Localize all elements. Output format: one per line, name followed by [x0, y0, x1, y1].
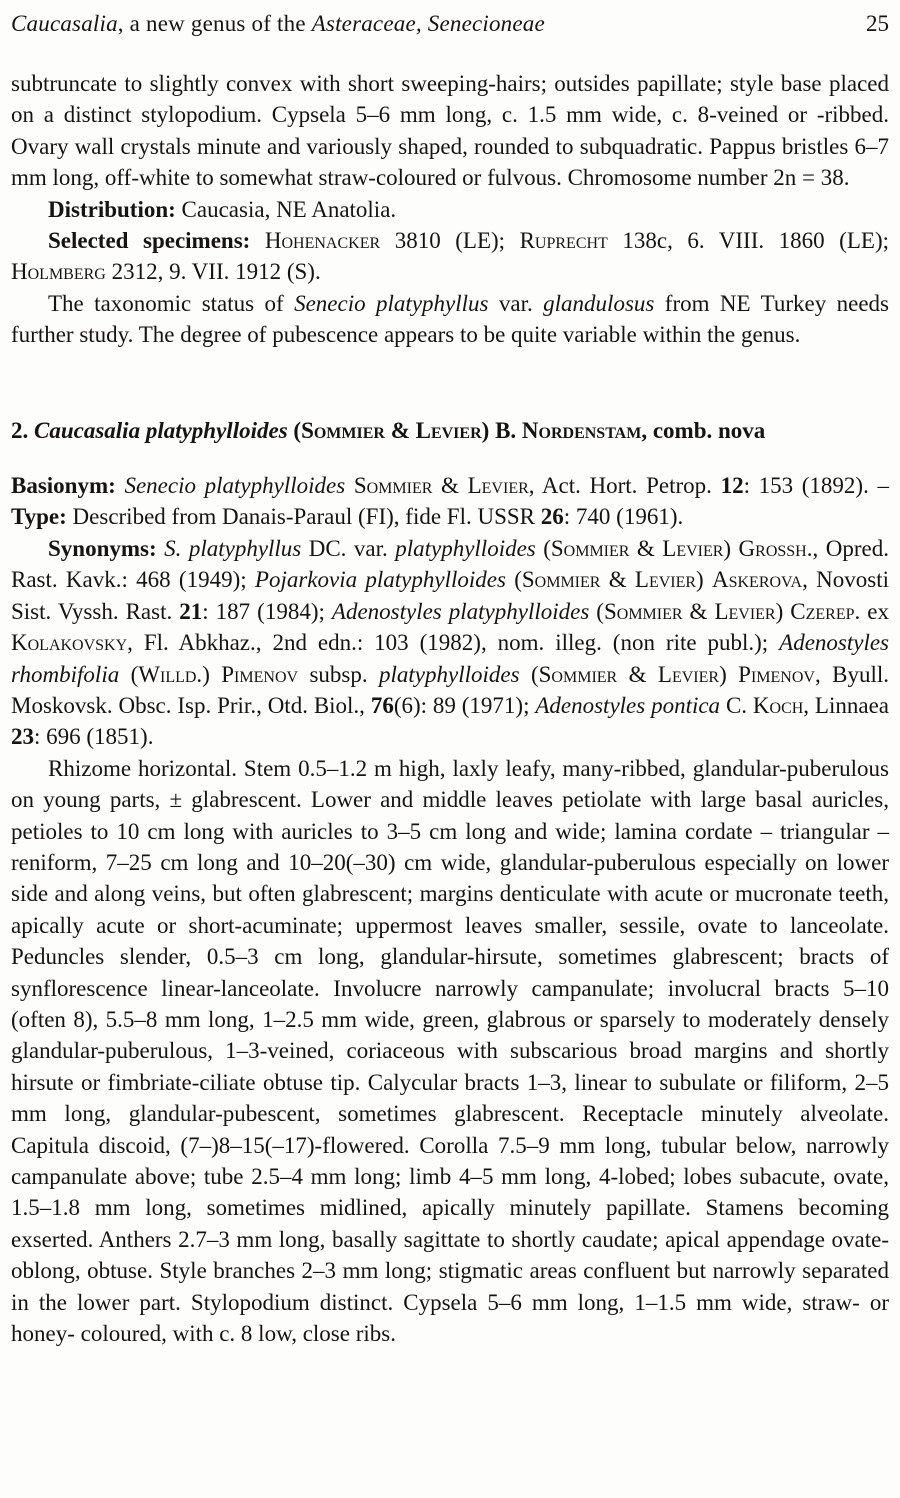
- text-run: Caucasalia platyphylloides: [34, 417, 288, 443]
- text-run: : 740 (1961).: [563, 504, 684, 530]
- text-run: glandulosus: [543, 290, 655, 316]
- text-run: B. Nordenstam: [495, 417, 642, 443]
- text-run: 3810 (LE);: [380, 228, 520, 254]
- text-run: 76: [370, 692, 394, 718]
- text-run: Senecio platyphyllus: [294, 290, 489, 316]
- text-run: (: [287, 417, 302, 443]
- text-run: Askerova: [711, 567, 803, 593]
- text-run: , a new genus of the: [117, 11, 312, 36]
- text-run: , Act. Hort. Petrop.: [528, 473, 721, 499]
- text-run: Kolakovsky: [11, 630, 128, 656]
- paragraph: [11, 753, 889, 1350]
- text-run: DC. var.: [301, 535, 396, 561]
- text-run: Sommier & Levier: [301, 417, 482, 443]
- text-run: subsp.: [298, 661, 380, 687]
- text-run: (: [589, 598, 604, 624]
- paragraph: [11, 225, 889, 288]
- text-run: var.: [488, 290, 544, 316]
- page-number: 25: [866, 11, 889, 36]
- running-header-title: [11, 10, 545, 38]
- text-run: ex: [860, 598, 889, 624]
- text-run: Synonyms:: [48, 535, 165, 561]
- text-run: Asteraceae, Senecioneae: [311, 11, 545, 36]
- text-run: Grossh.: [738, 535, 813, 561]
- paragraph: [11, 470, 889, 533]
- text-run: , Linnaea: [803, 692, 889, 718]
- text-run: ): [202, 661, 222, 687]
- running-header: [11, 10, 889, 38]
- text-run: Senecio platyphylloides: [124, 473, 346, 499]
- text-run: 12: [720, 473, 744, 499]
- text-run: 23: [11, 724, 34, 750]
- text-run: Caucasalia: [11, 11, 118, 36]
- text-run: (: [505, 567, 522, 593]
- text-run: Czerep.: [790, 598, 861, 624]
- text-run: ): [723, 535, 739, 561]
- paragraph: [11, 288, 889, 351]
- paragraph: [11, 194, 889, 225]
- text-run: Sommier & Levier: [521, 567, 697, 593]
- text-run: Sommier & Levier: [538, 661, 720, 687]
- text-run: Willd.: [138, 661, 203, 687]
- text-run: Described from Danais-Paraul (FI), fide Fl. USSR: [72, 504, 541, 530]
- text-run: (: [119, 661, 139, 687]
- text-run: Adenostyles platyphylloides: [331, 598, 590, 624]
- text-run: Selected specimens:: [48, 228, 265, 254]
- text-run: platyphylloides: [379, 661, 520, 687]
- text-run: , Novosti Sist. Vyssh. Rast.: [11, 567, 889, 624]
- text-run: Sommier & Levier: [550, 535, 724, 561]
- text-run: Basionym:: [11, 473, 125, 499]
- text-run: 21: [179, 598, 203, 624]
- text-run: 2.: [11, 417, 34, 443]
- text-run: : 153 (1892). –: [743, 473, 889, 499]
- text-run: Sommier & Levier: [353, 473, 529, 499]
- text-run: The taxonomic status of: [48, 290, 295, 316]
- text-run: Adenostyles pontica: [535, 692, 721, 718]
- text-run: platyphylloides: [395, 535, 536, 561]
- text-run: [345, 473, 354, 498]
- text-run: Rhizome horizontal. Stem 0.5–1.2 m high, laxly leafy, many-ribbed, glandular-puberulous on young parts, ± glabrescent. Lower and middle leaves petiolate with large basal auricles, petioles to 10 cm long with auricles to 3–5 cm long and wide; lamina cordate – triangular – reniform, 7–25 cm long and 10–20(–30) cm wide, glandular-puberulous especially on lower side and along veins, but often glabrescent; margins denticulate with acute or mucronate teeth, apically acute or short-acuminate; uppermost leaves smaller, sessile, ovate to lanceolate. Peduncles slender, 0.5–3 cm long, glandular-hirsute, sometimes glabrescent; bracts of synflorescence linear-lanceolate. Involucre narrowly campanulate; involucral bracts 5–10 (often 8), 5.5–8 mm long, 1–2.5 mm wide, green, glabrous or sparsely to moderately densely glandular-puberulous, 1–3-veined, coriaceous with subscarious broad margins and shortly hirsute or fimbriate-ciliate obtuse tip. Calycular bracts 1–3, linear to subulate or filiform, 2–5 mm long, glandular-pubescent, sometimes glabrescent. Receptacle minutely alveolate. Capitula discoid, (7–)8–15(–17)-flowered. Corolla 7.5–9 mm long, tubular below, narrowly campanulate above; tube 2.5–4 mm long; limb 4–5 mm long, 4-lobed; lobes subacute, ovate, 1.5–1.8 mm long, sometimes midlined, apically minutely papillate. Stamens becoming exserted. Anthers 2.7–3 mm long, basally sagittate to shortly caudate; apical appendage ovate-oblong, obtuse. Style branches 2–3 mm long; stigmatic areas confluent but narrowly separated in the lower part. Stylopodium distinct. Cypsela 5–6 mm long, 1–1.5 mm wide, straw- or honey- coloured, with c. 8 low, close ribs.: [11, 755, 889, 1347]
- paragraph: [11, 68, 889, 194]
- text-run: ): [481, 417, 496, 443]
- species-heading: [11, 415, 889, 446]
- text-run: Ruprecht: [519, 228, 608, 254]
- text-run: : 696 (1851).: [34, 724, 154, 750]
- text-run: ): [719, 661, 739, 687]
- text-run: Caucasia, NE Anatolia.: [181, 196, 397, 222]
- text-run: , Opred. Rast. Kavk.: 468 (1949);: [11, 535, 889, 593]
- text-run: Sommier & Levier: [603, 598, 776, 624]
- text-run: ): [696, 567, 712, 593]
- text-run: Type:: [11, 504, 73, 530]
- text-run: Adenostyles rhombifolia: [11, 630, 889, 687]
- text-run: (: [535, 535, 551, 561]
- text-run: ): [775, 598, 791, 624]
- text-run: 2312, 9. VII. 1912 (S).: [105, 259, 321, 285]
- text-run: Pimenov: [738, 661, 815, 687]
- text-run: : 187 (1984);: [202, 598, 332, 624]
- text-run: S. platyphyllus: [164, 535, 302, 561]
- text-run: subtruncate to slightly convex with short sweeping-hairs; outsides papillate; style base placed on a distinct stylopodium. Cypsela 5–6 mm long, c. 1.5 mm wide, c. 8-veined or -ribbed. Ovary wall crystals minute and variously shaped, rounded to subquadratic. Pappus bristles 6–7 mm long, off-white to somewhat straw-coloured or fulvous. Chromosome number 2n = 38.: [11, 71, 889, 191]
- text-run: (: [519, 661, 539, 687]
- text-run: (6): 89 (1971);: [393, 692, 536, 718]
- text-run: Holmberg: [11, 259, 106, 285]
- text-run: Distribution:: [48, 196, 182, 222]
- text-run: Pimenov: [221, 661, 299, 687]
- text-run: Hohenacker: [264, 228, 381, 254]
- text-run: , Byull. Moskovsk. Obsc. Isp. Prir., Otd. Biol.,: [11, 661, 889, 718]
- text-run: 26: [540, 504, 564, 530]
- text-run: , Fl. Abkhaz., 2nd edn.: 103 (1982), nom. illeg. (non rite publ.);: [127, 630, 780, 656]
- text-run: from NE Turkey needs further study. The degree of pubescence appears to be quite variable within the genus.: [11, 290, 889, 348]
- text-run: C. Koch: [725, 692, 804, 718]
- text-run: Pojarkovia platyphylloides: [254, 567, 506, 593]
- text-run: , comb. nova: [641, 417, 766, 443]
- paragraph: [11, 533, 889, 753]
- text-run: 138c, 6. VIII. 1860 (LE);: [607, 228, 889, 254]
- page-body: [11, 68, 889, 1349]
